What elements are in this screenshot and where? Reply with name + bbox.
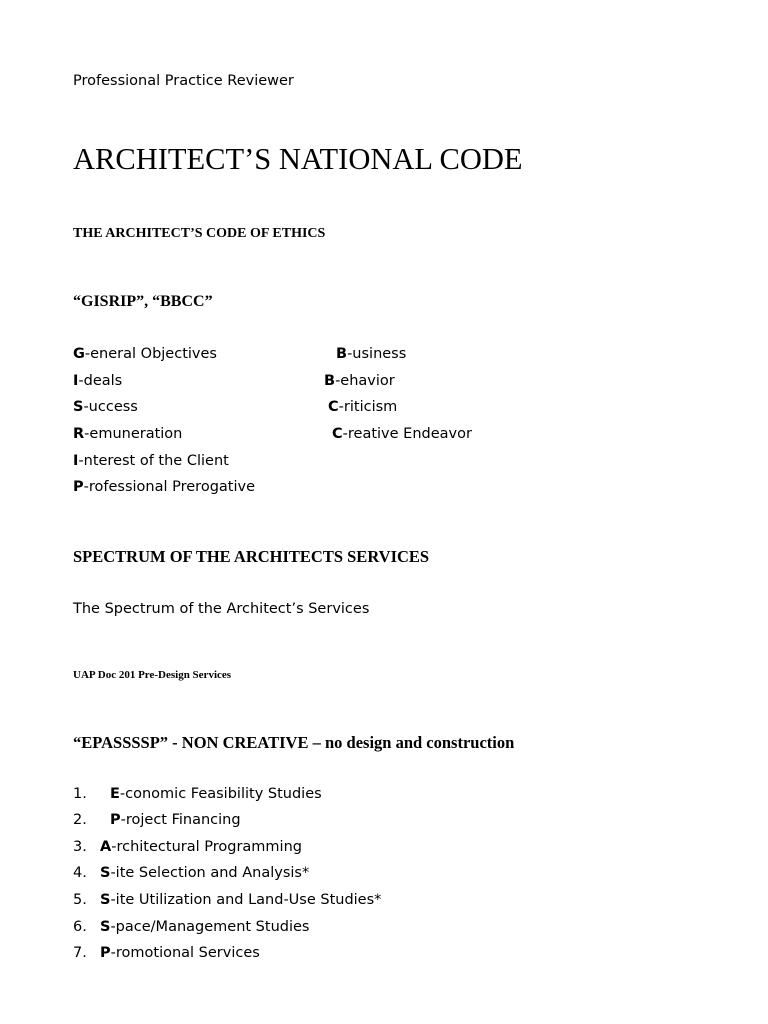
service-rest: -ite Selection and Analysis* xyxy=(110,865,310,881)
bbcc-rest: -reative Endeavor xyxy=(342,426,472,442)
gisrip-item xyxy=(73,346,217,362)
doc-reference: UAP Doc 201 Pre-Design Services xyxy=(73,669,232,681)
bbcc-rest: -riticism xyxy=(338,399,398,415)
service-number: 2. xyxy=(73,812,87,828)
service-number: 6. xyxy=(73,919,87,935)
service-letter: P xyxy=(110,812,121,828)
gisrip-rest: -eneral Objectives xyxy=(84,346,217,362)
service-letter: S xyxy=(100,919,111,935)
service-item xyxy=(73,812,241,828)
bbcc-item xyxy=(332,426,472,442)
bbcc-rest: -ehavior xyxy=(335,373,395,389)
service-letter: P xyxy=(100,945,111,961)
gisrip-letter: G xyxy=(73,346,85,362)
service-item xyxy=(73,919,309,935)
gisrip-item xyxy=(73,479,255,495)
gisrip-letter: I xyxy=(73,373,79,389)
gisrip-letter: R xyxy=(73,426,85,442)
gisrip-item xyxy=(73,373,122,389)
gisrip-rest: -emuneration xyxy=(84,426,183,442)
service-rest: -pace/Management Studies xyxy=(110,919,310,935)
gisrip-rest: -uccess xyxy=(83,399,138,415)
gisrip-letter: P xyxy=(73,479,84,495)
service-letter: S xyxy=(100,865,111,881)
service-letter: S xyxy=(100,892,111,908)
service-item xyxy=(73,892,381,908)
bbcc-letter: B xyxy=(324,373,336,389)
bbcc-item xyxy=(324,373,395,389)
service-letter: A xyxy=(100,839,112,855)
spectrum-text: The Spectrum of the Architect’s Services xyxy=(73,601,370,617)
service-letter: E xyxy=(110,786,120,802)
bbcc-rest: -usiness xyxy=(347,346,407,362)
service-number: 4. xyxy=(73,865,87,881)
bbcc-letter: C xyxy=(328,399,339,415)
service-rest: -ite Utilization and Land-Use Studies* xyxy=(110,892,382,908)
service-item xyxy=(73,839,302,855)
code-of-ethics-heading: THE ARCHITECT’S CODE OF ETHICS xyxy=(73,226,326,241)
service-number: 7. xyxy=(73,945,87,961)
service-item xyxy=(73,865,309,881)
gisrip-item xyxy=(73,453,229,469)
bbcc-item xyxy=(328,399,397,415)
bbcc-item xyxy=(336,346,406,362)
service-item xyxy=(73,786,322,802)
gisrip-item xyxy=(73,426,182,442)
running-header: Professional Practice Reviewer xyxy=(73,73,294,89)
gisrip-rest: -deals xyxy=(78,373,123,389)
page-title: ARCHITECT’S NATIONAL CODE xyxy=(73,142,523,176)
service-rest: -conomic Feasibility Studies xyxy=(119,786,322,802)
section-heading: SPECTRUM OF THE ARCHITECTS SERVICES xyxy=(73,547,430,566)
service-number: 1. xyxy=(73,786,87,802)
service-number: 5. xyxy=(73,892,87,908)
gisrip-rest: -nterest of the Client xyxy=(78,453,229,469)
bbcc-letter: B xyxy=(336,346,348,362)
gisrip-rest: -rofessional Prerogative xyxy=(83,479,256,495)
mnemonic-heading: “GISRIP”, “BBCC” xyxy=(73,293,213,310)
bbcc-letter: C xyxy=(332,426,343,442)
service-item xyxy=(73,945,260,961)
service-number: 3. xyxy=(73,839,87,855)
service-rest: -rchitectural Programming xyxy=(111,839,302,855)
service-rest: -roject Financing xyxy=(120,812,241,828)
service-rest: -romotional Services xyxy=(110,945,260,961)
gisrip-letter: S xyxy=(73,399,84,415)
gisrip-letter: I xyxy=(73,453,79,469)
noncreative-heading: “EPASSSSP” - NON CREATIVE – no design and construction xyxy=(73,733,515,752)
gisrip-item xyxy=(73,399,138,415)
